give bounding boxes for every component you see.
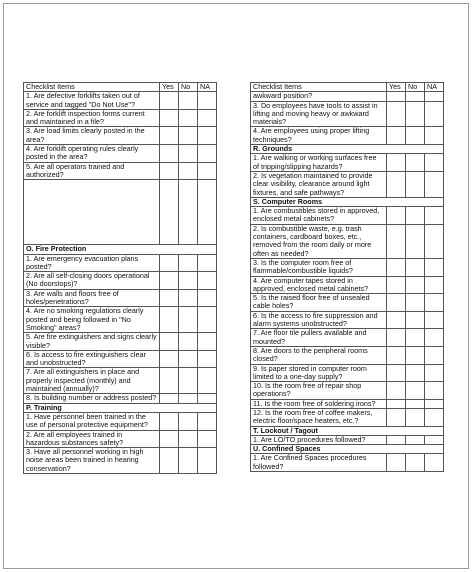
section-title: T. Lockout / Tagout (251, 426, 444, 435)
checklist-item-text: 1. Are combustibles stored in approved, enclosed metal cabinets? (251, 207, 387, 225)
na-answer-cell[interactable] (425, 364, 444, 382)
na-answer-cell[interactable] (425, 311, 444, 329)
checklist-item-text: awkward position? (251, 92, 387, 101)
no-answer-cell[interactable] (406, 311, 425, 329)
no-answer-cell[interactable] (179, 412, 198, 430)
header-no: No (406, 83, 425, 92)
na-answer-cell[interactable] (425, 101, 444, 127)
yes-answer-cell[interactable] (160, 145, 179, 163)
no-answer-cell[interactable] (406, 276, 425, 294)
checklist-item-text: 3. Have all personnel working in high noise areas been trained in hearing conservation? (24, 448, 160, 474)
checklist-item-text: 1. Are defective forklifts taken out of service and tagged "Do Not Use"? (24, 92, 160, 110)
na-answer-cell[interactable] (198, 180, 217, 245)
checklist-row (24, 430, 217, 448)
yes-answer-cell[interactable] (387, 382, 406, 400)
no-answer-cell[interactable] (179, 333, 198, 351)
na-answer-cell[interactable] (198, 289, 217, 307)
checklist-row (251, 294, 444, 312)
checklist-row (24, 254, 217, 272)
header-checklist-items: Checklist Items (24, 83, 160, 92)
checklist-item-text: 9. Is paper stored in computer room limited to a one-day supply? (251, 364, 387, 382)
na-answer-cell[interactable] (425, 224, 444, 258)
na-answer-cell[interactable] (198, 448, 217, 474)
no-answer-cell[interactable] (406, 171, 425, 197)
checklist-item-text: 2. Is combustible waste, e.g. trash containers, cardboard boxes, etc., removed from the room daily or more often as needed? (251, 224, 387, 258)
na-answer-cell[interactable] (425, 382, 444, 400)
checklist-row (251, 435, 444, 444)
no-answer-cell[interactable] (406, 364, 425, 382)
checklist-item-text: 1. Are walking or working surfaces free of tripping/slipping hazards? (251, 154, 387, 172)
checklist-row (251, 171, 444, 197)
yes-answer-cell[interactable] (387, 171, 406, 197)
no-answer-cell[interactable] (179, 254, 198, 272)
na-answer-cell[interactable] (198, 272, 217, 290)
header-yes: Yes (160, 83, 179, 92)
checklist-row (24, 92, 217, 110)
no-answer-cell[interactable] (406, 258, 425, 276)
no-answer-cell[interactable] (179, 272, 198, 290)
no-answer-cell[interactable] (179, 162, 198, 180)
checklist-item-text: 4. Are computer tapes stored in approved, enclosed metal cabinets? (251, 276, 387, 294)
no-answer-cell[interactable] (179, 92, 198, 110)
checklist-row (24, 448, 217, 474)
checklist-row (24, 109, 217, 127)
header-na: NA (425, 83, 444, 92)
yes-answer-cell[interactable] (160, 272, 179, 290)
no-answer-cell[interactable] (179, 368, 198, 394)
yes-answer-cell[interactable] (387, 454, 406, 472)
checklist-item-text: 7. Are all extinguishers in place and properly inspected (monthly) and maintained (annually)? (24, 368, 160, 394)
section-title: S. Computer Rooms (251, 197, 444, 206)
checklist-item-text: 4. Are forklift operating rules clearly posted in the area? (24, 145, 160, 163)
no-answer-cell[interactable] (406, 329, 425, 347)
checklist-item-text: 1. Have personnel been trained in the use of personal protective equipment? (24, 412, 160, 430)
na-answer-cell[interactable] (425, 454, 444, 472)
na-answer-cell[interactable] (425, 154, 444, 172)
checklist-item-text: 2. Are forklift inspection forms current and maintained in a file? (24, 109, 160, 127)
yes-answer-cell[interactable] (160, 394, 179, 403)
no-answer-cell[interactable] (406, 224, 425, 258)
checklist-item-text: 8. Is building number or address posted? (24, 394, 160, 403)
yes-answer-cell[interactable] (160, 162, 179, 180)
yes-answer-cell[interactable] (160, 254, 179, 272)
checklist-row (251, 154, 444, 172)
section-title: R. Grounds (251, 145, 444, 154)
header-na: NA (198, 83, 217, 92)
checklist-row (251, 364, 444, 382)
checklist-row (251, 382, 444, 400)
yes-answer-cell[interactable] (387, 346, 406, 364)
na-answer-cell[interactable] (425, 399, 444, 408)
no-answer-cell[interactable] (406, 207, 425, 225)
no-answer-cell[interactable] (179, 350, 198, 368)
checklist-item-text: 1. Are Confined Spaces procedures followed? (251, 454, 387, 472)
na-answer-cell[interactable] (425, 329, 444, 347)
section-title: U. Confined Spaces (251, 445, 444, 454)
no-answer-cell[interactable] (179, 127, 198, 145)
no-answer-cell[interactable] (179, 289, 198, 307)
checklist-item-text: 2. Is vegetation maintained to provide clear visibility, clearance around light fixtures, and safe pathways? (251, 171, 387, 197)
checklist-item-text: 4. Are no smoking regulations clearly posted and being followed in "No Smoking" areas? (24, 307, 160, 333)
yes-answer-cell[interactable] (387, 329, 406, 347)
yes-answer-cell[interactable] (387, 207, 406, 225)
na-answer-cell[interactable] (425, 171, 444, 197)
checklist-item-text: 3. Do employees have tools to assist in lifting and moving heavy or awkward materials? (251, 101, 387, 127)
checklist-row (251, 258, 444, 276)
header-no: No (179, 83, 198, 92)
no-answer-cell[interactable] (179, 430, 198, 448)
yes-answer-cell[interactable] (160, 412, 179, 430)
checklist-item-text: 1. Are LO/TO procedures followed? (251, 435, 387, 444)
checklist-row (251, 346, 444, 364)
yes-answer-cell[interactable] (387, 276, 406, 294)
yes-answer-cell[interactable] (160, 109, 179, 127)
checklist-row (251, 408, 444, 426)
checklist-item-text: 6. Is the access to fire suppression and alarm systems unobstructed? (251, 311, 387, 329)
section-title: O. Fire Protection (24, 245, 217, 254)
na-answer-cell[interactable] (425, 294, 444, 312)
yes-answer-cell[interactable] (160, 368, 179, 394)
section-header-row (251, 197, 444, 206)
na-answer-cell[interactable] (198, 412, 217, 430)
checklist-row (24, 145, 217, 163)
yes-answer-cell[interactable] (387, 408, 406, 426)
yes-answer-cell[interactable] (160, 350, 179, 368)
checklist-item-text: 6. Is access to fire extinguishers clear and unobstructed? (24, 350, 160, 368)
section-title: P. Training (24, 403, 217, 412)
checklist-row (24, 180, 217, 245)
na-answer-cell[interactable] (425, 408, 444, 426)
checklist-row (251, 329, 444, 347)
yes-answer-cell[interactable] (160, 448, 179, 474)
checklist-row (251, 92, 444, 101)
checklist-row (24, 412, 217, 430)
table-header-row (251, 83, 444, 92)
no-answer-cell[interactable] (406, 127, 425, 145)
yes-answer-cell[interactable] (160, 92, 179, 110)
checklist-table-left (23, 82, 217, 474)
no-answer-cell[interactable] (406, 454, 425, 472)
no-answer-cell[interactable] (179, 307, 198, 333)
na-answer-cell[interactable] (425, 207, 444, 225)
no-answer-cell[interactable] (406, 382, 425, 400)
yes-answer-cell[interactable] (387, 435, 406, 444)
section-header-row (24, 403, 217, 412)
na-answer-cell[interactable] (198, 394, 217, 403)
yes-answer-cell[interactable] (160, 127, 179, 145)
header-yes: Yes (387, 83, 406, 92)
no-answer-cell[interactable] (406, 294, 425, 312)
checklist-item-text: 3. Are walls and floors free of holes/penetrations? (24, 289, 160, 307)
na-answer-cell[interactable] (198, 350, 217, 368)
na-answer-cell[interactable] (198, 109, 217, 127)
na-answer-cell[interactable] (198, 368, 217, 394)
yes-answer-cell[interactable] (387, 101, 406, 127)
checklist-item-text: 5. Is the raised floor free of unsealed cable holes? (251, 294, 387, 312)
checklist-item-text: 1. Are emergency evacuation plans posted? (24, 254, 160, 272)
na-answer-cell[interactable] (425, 276, 444, 294)
checklist-item-text: 7. Are floor tile pullers available and mounted? (251, 329, 387, 347)
checklist-row (24, 350, 217, 368)
no-answer-cell[interactable] (179, 180, 198, 245)
yes-answer-cell[interactable] (160, 289, 179, 307)
na-answer-cell[interactable] (425, 127, 444, 145)
checklist-row (24, 333, 217, 351)
yes-answer-cell[interactable] (387, 92, 406, 101)
header-checklist-items: Checklist Items (251, 83, 387, 92)
section-header-row (251, 426, 444, 435)
checklist-item-text: 8. Are doors to the peripheral rooms closed? (251, 346, 387, 364)
yes-answer-cell[interactable] (387, 399, 406, 408)
checklist-item-text: 10. Is the room free of repair shop operations? (251, 382, 387, 400)
yes-answer-cell[interactable] (387, 154, 406, 172)
yes-answer-cell[interactable] (160, 430, 179, 448)
yes-answer-cell[interactable] (387, 127, 406, 145)
na-answer-cell[interactable] (198, 430, 217, 448)
checklist-item-text: 5. Are all operators trained and authorized? (24, 162, 160, 180)
section-header-row (251, 445, 444, 454)
checklist-item-text: 3. Is the computer room free of flammable/combustible liquids? (251, 258, 387, 276)
yes-answer-cell[interactable] (160, 180, 179, 245)
no-answer-cell[interactable] (406, 101, 425, 127)
no-answer-cell[interactable] (406, 399, 425, 408)
yes-answer-cell[interactable] (387, 364, 406, 382)
na-answer-cell[interactable] (425, 258, 444, 276)
no-answer-cell[interactable] (406, 346, 425, 364)
checklist-item-text (24, 180, 160, 245)
na-answer-cell[interactable] (425, 92, 444, 101)
checklist-item-text: 5. Are fire extinguishers and signs clearly visible? (24, 333, 160, 351)
yes-answer-cell[interactable] (387, 258, 406, 276)
checklist-row (251, 127, 444, 145)
checklist-row (24, 272, 217, 290)
no-answer-cell[interactable] (406, 92, 425, 101)
na-answer-cell[interactable] (198, 333, 217, 351)
yes-answer-cell[interactable] (160, 307, 179, 333)
yes-answer-cell[interactable] (387, 311, 406, 329)
checklist-item-text: 2. Are all self-closing doors operational (No doorstops)? (24, 272, 160, 290)
section-header-row (24, 245, 217, 254)
checklist-row (24, 127, 217, 145)
checklist-table-right (250, 82, 444, 472)
checklist-item-text: 3. Are load limits clearly posted in the area? (24, 127, 160, 145)
yes-answer-cell[interactable] (387, 224, 406, 258)
checklist-item-text: 4. Are employees using proper lifting techniques? (251, 127, 387, 145)
na-answer-cell[interactable] (198, 162, 217, 180)
yes-answer-cell[interactable] (387, 294, 406, 312)
checklist-row (251, 207, 444, 225)
checklist-row (251, 276, 444, 294)
checklist-row (24, 307, 217, 333)
section-header-row (251, 145, 444, 154)
yes-answer-cell[interactable] (160, 333, 179, 351)
checklist-row (24, 394, 217, 403)
na-answer-cell[interactable] (198, 92, 217, 110)
no-answer-cell[interactable] (179, 394, 198, 403)
checklist-row (251, 224, 444, 258)
no-answer-cell[interactable] (179, 145, 198, 163)
na-answer-cell[interactable] (198, 127, 217, 145)
checklist-item-text: 12. Is the room free of coffee makers, electric floor/space heaters, etc.? (251, 408, 387, 426)
na-answer-cell[interactable] (198, 145, 217, 163)
na-answer-cell[interactable] (198, 307, 217, 333)
checklist-item-text: 2. Are all employees trained in hazardous substances safety? (24, 430, 160, 448)
checklist-row (251, 311, 444, 329)
checklist-item-text: 11. Is the room free of soldering irons? (251, 399, 387, 408)
checklist-row (24, 368, 217, 394)
na-answer-cell[interactable] (198, 254, 217, 272)
checklist-row (251, 399, 444, 408)
no-answer-cell[interactable] (406, 154, 425, 172)
no-answer-cell[interactable] (406, 408, 425, 426)
checklist-row (24, 162, 217, 180)
checklist-row (251, 454, 444, 472)
na-answer-cell[interactable] (425, 346, 444, 364)
na-answer-cell[interactable] (425, 435, 444, 444)
no-answer-cell[interactable] (179, 448, 198, 474)
checklist-row (24, 289, 217, 307)
no-answer-cell[interactable] (406, 435, 425, 444)
no-answer-cell[interactable] (179, 109, 198, 127)
checklist-row (251, 101, 444, 127)
table-header-row (24, 83, 217, 92)
